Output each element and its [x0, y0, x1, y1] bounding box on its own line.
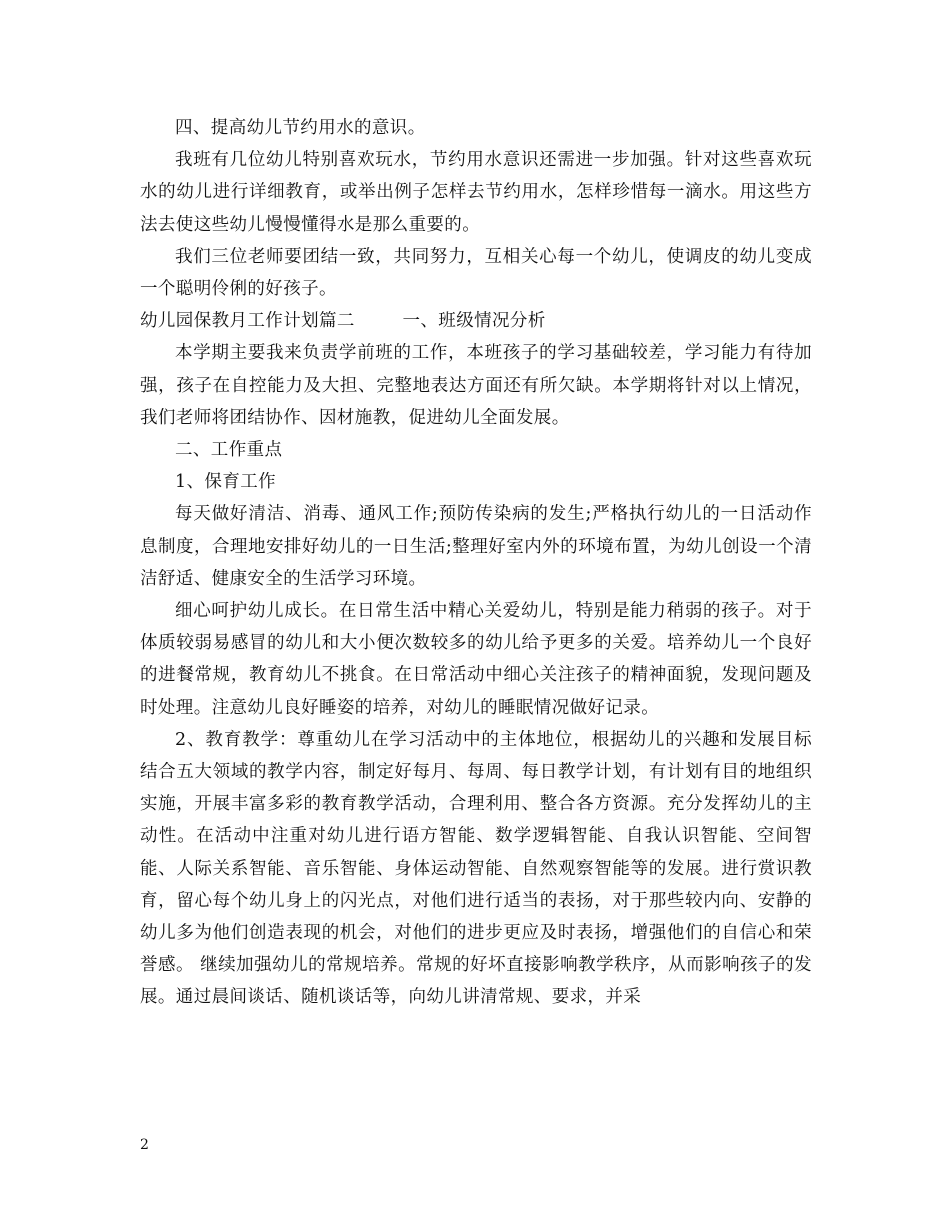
document-body — [140, 112, 812, 1014]
paragraph: 我班有几位幼儿特别喜欢玩水，节约用水意识还需进一步加强。针对这些喜欢玩水的幼儿进行详细教育，或举出例子怎样去节约用水，怎样珍惜每一滴水。用这些方法去使这些幼儿慢慢懂得水是那么重要的。 — [140, 150, 812, 235]
paragraph: 我们三位老师要团结一致，共同努力，互相关心每一个幼儿，使调皮的幼儿变成一个聪明伶俐的好孩子。 — [140, 246, 812, 300]
paragraph: 四、提高幼儿节约用水的意识。 — [175, 118, 426, 138]
page-number: 2 — [140, 1137, 149, 1153]
paragraph: 细心呵护幼儿成长。在日常生活中精心关爱幼儿，特别是能力稍弱的孩子。对于体质较弱易感冒的幼儿和大小便次数较多的幼儿给予更多的关爱。培养幼儿一个良好的进餐常规，教育幼儿不挑食。在日常活动中细心关注孩子的精神面貌，发现问题及时处理。注意幼儿良好睡姿的培养，对幼儿的睡眠情况做好记录。 — [140, 601, 812, 718]
section-heading: 幼儿园保教月工作计划篇二 一、班级情况分析 — [140, 311, 546, 332]
paragraph: 2、教育教学：尊重幼儿在学习活动中的主体地位，根据幼儿的兴趣和发展目标结合五大领域的教学内容，制定好每月、每周、每日教学计划，有计划有目的地组织实施，开展丰富多彩的教育教学活动，合理利用、整合各方资源。充分发挥幼儿的主动性。在活动中注重对幼儿进行语方智能、数学逻辑智能、自我认识智能、空间智能、人际关系智能、音乐智能、身体运动智能、自然观察智能等的发展。进行赏识教育，留心每个幼儿身上的闪光点，对他们进行适当的表扬，对于那些较内向、安静的幼儿多为他们创造表现的机会，对他们的进步更应及时表扬，增强他们的自信心和荣誉感。 继续加强幼儿的常规培养。常规的好坏直接影响教学秩序，从而影响孩子的发展。通过晨间谈话、随机谈话等，向幼儿讲清常规、要求，并采 — [140, 729, 812, 1008]
paragraph: 每天做好清洁、消毒、通风工作;预防传染病的发生;严格执行幼儿的一日活动作息制度，合理地安排好幼儿的一日生活;整理好室内外的环境布置，为幼儿创设一个清洁舒适、健康安全的生活学习环境。 — [140, 504, 812, 589]
subheading: 二、工作重点 — [175, 440, 283, 461]
subheading: 1、保育工作 — [175, 472, 277, 493]
paragraph: 本学期主要我来负责学前班的工作，本班孩子的学习基础较差，学习能力有待加强，孩子在自控能力及大担、完整地表达方面还有所欠缺。本学期将针对以上情况，我们老师将团结协作、因材施教，促进幼儿全面发展。 — [140, 343, 812, 428]
